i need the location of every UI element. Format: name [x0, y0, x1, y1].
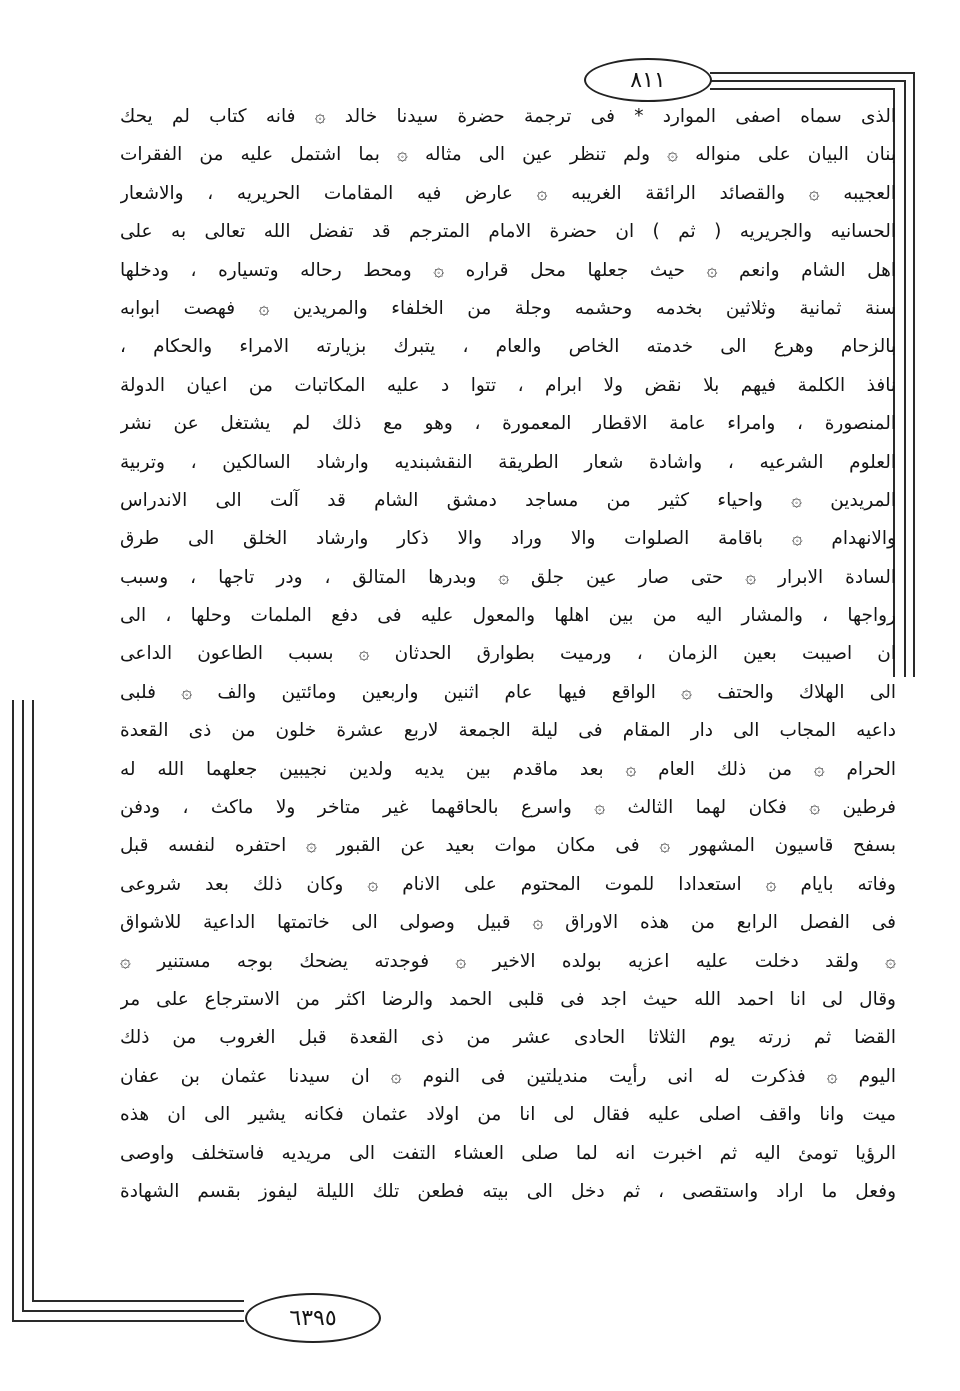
frame-left-line-1 [12, 700, 14, 1321]
text-line: الحسانيه والجريريه ( ثم ) ان حضرة الامام المترجم قد تفضل الله تعالى به على [120, 221, 896, 243]
frame-top-line-3 [710, 88, 894, 90]
frame-left-line-3 [32, 700, 34, 1301]
text-line: وفعل ما اراد واستقصى ، ثم دخل الى بيته فطعن تلك الليلة ليفوز بقسم الشهادة [120, 1180, 896, 1202]
text-line: وفاته بايام ۞ استعدادا للموت المحتوم على الانام ۞ وكان ذلك بعد شروعى [120, 873, 896, 895]
text-line: اليوم ۞ فذكرت له انى رأيت منديلتين فى النوم ۞ ان سيدنا عثمان بن عفان [120, 1065, 896, 1087]
text-line: المريدين ۞ واحياء كثير من مساجد دمشق الشام قد آلت الى الاندراس [120, 489, 896, 511]
text-line: ان اصيبت بعين الزمان ، ورميت بطوارق الحدثان ۞ بسبب الطاعون الداعى [120, 643, 896, 665]
text-line: الحرام ۞ من ذلك العام ۞ بعد ماقدم بين يديه ولدين نجيبين جعلهما الله له [120, 758, 896, 780]
text-line: الى الهلاك والحتف ۞ الواقع فيها عام اثنين واربعين ومائتين والف ۞ فلبى [120, 681, 896, 703]
text-line: المنصورة ، وامراء عامة الاقطار المعمورة ، وهو مع ذلك لم يشتغل عن نشر [120, 413, 896, 435]
text-line: والانهدام ۞ باقامة الصلوات والا وراد والا ذكار وارشاد الخلق الى طرق [120, 528, 896, 550]
text-line: رواجها ، والمشار اليه من بين اهلها والمعول عليه فى دفع الملمات وحلها ، الى [120, 605, 896, 627]
text-line: فى الفصل الرابع من هذه الاوراق ۞ قبيل وصولى الى خاتمتها الداعية للاشواق [120, 912, 896, 934]
text-line: سنة ثمانية وثلاثين بخدمه وحشمه وجلة من الخلفاء والمريدين ۞ فهصت ابوابه [120, 297, 896, 319]
bottom-page-number-text: ٦٣٩٥ [289, 1305, 337, 1331]
text-line: اهل الشام وانعم ۞ حيث جعلها محل قراره ۞ ومحط رحاله وتسياره ، ودخلها [120, 259, 896, 281]
frame-top-line-2 [710, 80, 905, 82]
text-line: السادة الابرار ۞ حتى صار عين جلق ۞ وبدرها المتالق ، ودر تاجها ، وسبب [120, 566, 896, 588]
text-line: القضا ثم زرته يوم الثلاثا الحادى عشر من ذى القعدة قبل الغروب من ذلك [120, 1027, 896, 1049]
frame-left-line-2 [22, 700, 24, 1311]
text-line: بالزحام وهرع الى خدمته الخاص والعام ، يتبرك بزيارته الامراء والحكام ، [120, 336, 896, 358]
text-line: ۞ ولقد دخلت عليه اعزيه بولده الاخير ۞ فوجدته يضحك بوجه مستنير ۞ [120, 950, 896, 972]
body-text [120, 98, 896, 1211]
frame-top-line-1 [710, 72, 915, 74]
top-page-number-text: ٨١١ [630, 67, 666, 93]
frame-bottom-line-1 [12, 1320, 244, 1322]
text-line: نافذ الكلمة فيهم بلا نقض ولا ابرام ، تتوا د عليه المكاتبات من اعيان الدولة [120, 374, 896, 396]
text-line: فرطين ۞ فكان لهما الثالث ۞ واسرع بالحاقهما غير متاخر ولا ماكث ، ودفن [120, 797, 896, 819]
frame-bottom-line-3 [32, 1300, 244, 1302]
bottom-page-number [245, 1293, 381, 1343]
frame-right-line-2 [904, 80, 906, 677]
frame-bottom-line-2 [22, 1310, 244, 1312]
text-line: بسفح قاسيون المشهور ۞ فى مكان موات بعيد عن القبور ۞ احتفره لنفسه قبل [120, 835, 896, 857]
text-line: العجيبه ۞ والقصائد الرائقة الغريبه ۞ عارض فيه المقامات الحريريه ، والاشعار [120, 182, 896, 204]
text-line: وقال لى انا احمد الله حيث اجد فى قلبى الحمد والرضا اكثر من الاسترجاع على مر [120, 988, 896, 1010]
text-line: داعيه المجاب الى دار المقام فى ليلة الجمعة لاربع عشرة خلون من ذى القعدة [120, 720, 896, 742]
text-line: الذى سماه اصفى الموارد * فى ترجمة حضرة سيدنا خالد ۞ فانه كتاب لم يحك [120, 106, 896, 127]
top-page-number [584, 58, 712, 102]
text-line: العلوم الشرعيه ، واشادة شعار الطريقة النقشبنديه وارشاد السالكين ، وتربية [120, 451, 896, 473]
text-line: بنان البيان على منواله ۞ ولم تنظر عين الى مثاله ۞ بما اشتمل عليه من الفقرات [120, 144, 896, 166]
frame-right-line-1 [913, 72, 915, 677]
text-line: ميت وانا واقف اصلى عليه فقال لى انا من اولاد عثمان فكانه يشير الى ان هذه [120, 1104, 896, 1126]
text-line: الرؤيا تومئ اليه ثم اخبرت انه لما صلى العشاء التفت الى مريديه فاستخلف واوصى [120, 1142, 896, 1164]
